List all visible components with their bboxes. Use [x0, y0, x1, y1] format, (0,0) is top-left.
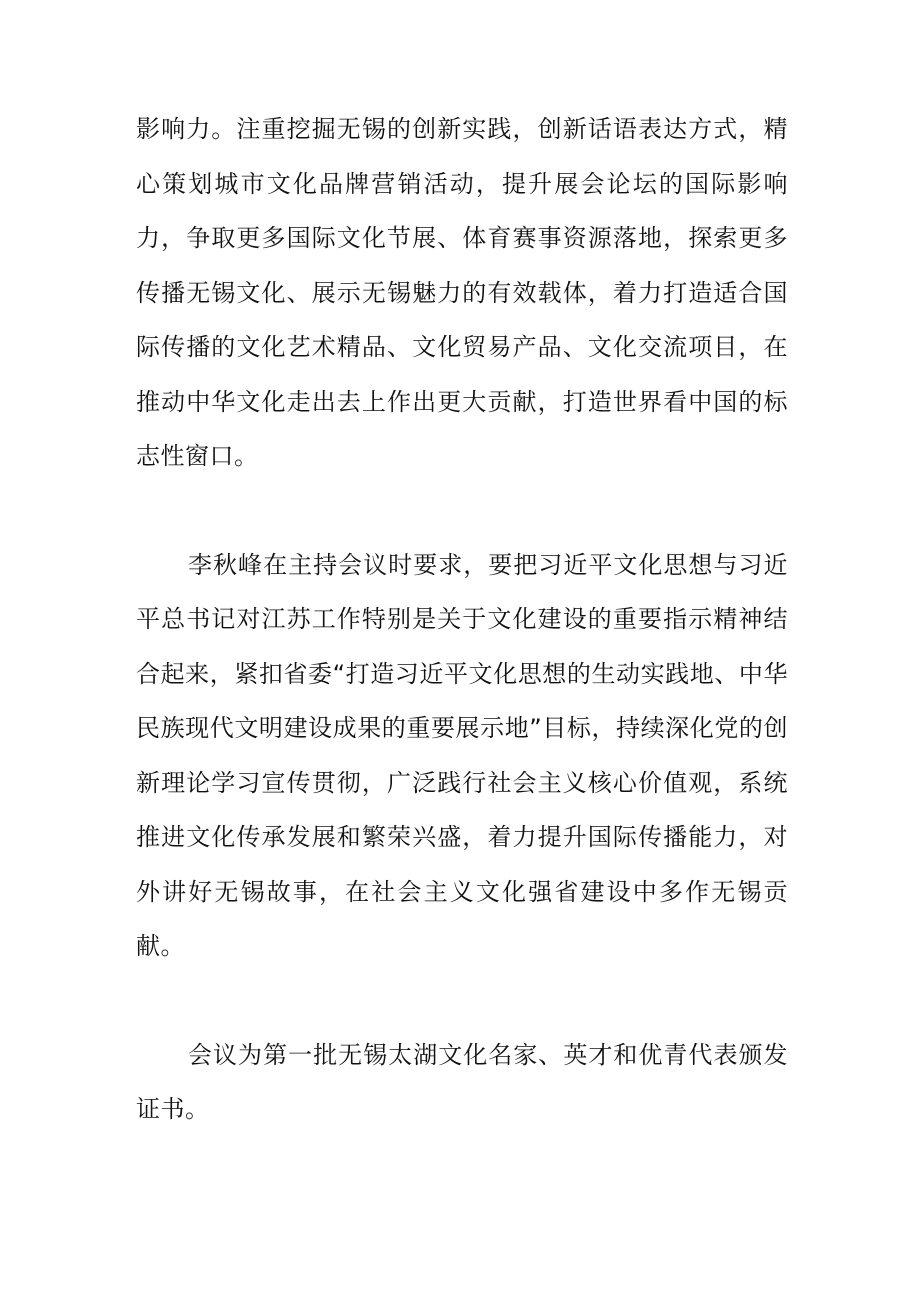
- document-body: [136, 102, 788, 1137]
- paragraph-meeting-requirements: 李秋峰在主持会议时要求，要把习近平文化思想与习近平总书记对江苏工作特别是关于文化建设的重要指示精神结合起来，紧扣省委“打造习近平文化思想的生动实践地、中华民族现代文明建设成果的重要展示地”目标，持续深化党的创新理论学习宣传贯彻，广泛践行社会主义核心价值观，系统推进文化传承发展和繁荣兴盛，着力提升国际传播能力，对外讲好无锡故事，在社会主义文化强省建设中多作无锡贡献。: [136, 550, 788, 960]
- paragraph-certificates: 会议为第一批无锡太湖文化名家、英才和优青代表颁发证书。: [136, 1040, 788, 1123]
- paragraph-continuation: 影响力。注重挖掘无锡的创新实践，创新话语表达方式，精心策划城市文化品牌营销活动，提升展会论坛的国际影响力，争取更多国际文化节展、体育赛事资源落地，探索更多传播无锡文化、展示无锡魅力的有效载体，着力打造适合国际传播的文化艺术精品、文化贸易产品、文化交流项目，在推动中华文化走出去上作出更大贡献，打造世界看中国的标志性窗口。: [136, 115, 788, 470]
